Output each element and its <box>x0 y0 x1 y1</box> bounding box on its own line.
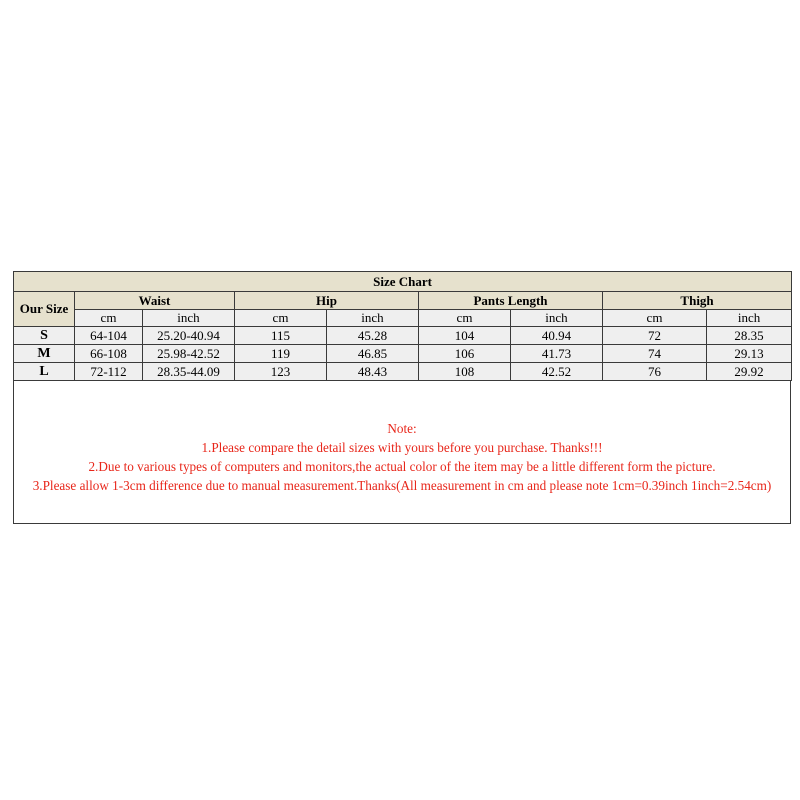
unit-header: cm <box>419 310 511 327</box>
unit-header: inch <box>143 310 235 327</box>
unit-header: inch <box>327 310 419 327</box>
unit-header: cm <box>75 310 143 327</box>
table-cell: 66-108 <box>75 345 143 363</box>
note-text <box>14 419 790 495</box>
table-cell: 42.52 <box>511 363 603 381</box>
table-cell: 41.73 <box>511 345 603 363</box>
note-box <box>13 381 791 524</box>
unit-header: cm <box>235 310 327 327</box>
size-chart <box>13 271 791 524</box>
chart-title: Size Chart <box>14 272 792 292</box>
table-cell: 72 <box>603 327 707 345</box>
table-cell: 115 <box>235 327 327 345</box>
group-header-thigh: Thigh <box>603 292 792 310</box>
table-cell: 28.35 <box>707 327 792 345</box>
unit-header: inch <box>707 310 792 327</box>
table-cell: 106 <box>419 345 511 363</box>
table-cell: 64-104 <box>75 327 143 345</box>
table-cell: 29.92 <box>707 363 792 381</box>
size-chart-table <box>13 271 792 381</box>
group-header-row <box>14 292 792 310</box>
note-line: 2.Due to various types of computers and monitors,the actual color of the item may be a little different form the picture. <box>88 459 716 474</box>
table-row <box>14 327 792 345</box>
group-header-pants-length: Pants Length <box>419 292 603 310</box>
group-header-waist: Waist <box>75 292 235 310</box>
table-cell: 72-112 <box>75 363 143 381</box>
table-cell: 76 <box>603 363 707 381</box>
table-cell: 46.85 <box>327 345 419 363</box>
table-cell: 104 <box>419 327 511 345</box>
title-row <box>14 272 792 292</box>
table-row <box>14 345 792 363</box>
table-cell: 25.98-42.52 <box>143 345 235 363</box>
size-label: M <box>14 345 75 363</box>
note-line: 1.Please compare the detail sizes with yours before you purchase. Thanks!!! <box>201 440 603 455</box>
unit-header: cm <box>603 310 707 327</box>
table-cell: 108 <box>419 363 511 381</box>
size-label: S <box>14 327 75 345</box>
table-cell: 123 <box>235 363 327 381</box>
table-cell: 119 <box>235 345 327 363</box>
table-cell: 40.94 <box>511 327 603 345</box>
table-row <box>14 363 792 381</box>
note-line: 3.Please allow 1-3cm difference due to manual measurement.Thanks(All measurement in cm and please note 1cm=0.39inch 1inch=2.54cm) <box>32 478 772 493</box>
group-header-hip: Hip <box>235 292 419 310</box>
table-cell: 48.43 <box>327 363 419 381</box>
our-size-header: Our Size <box>14 292 75 327</box>
size-label: L <box>14 363 75 381</box>
table-cell: 45.28 <box>327 327 419 345</box>
table-cell: 28.35-44.09 <box>143 363 235 381</box>
table-cell: 74 <box>603 345 707 363</box>
table-cell: 29.13 <box>707 345 792 363</box>
unit-header: inch <box>511 310 603 327</box>
note-heading: Note: <box>387 421 417 436</box>
table-cell: 25.20-40.94 <box>143 327 235 345</box>
unit-header-row <box>14 310 792 327</box>
